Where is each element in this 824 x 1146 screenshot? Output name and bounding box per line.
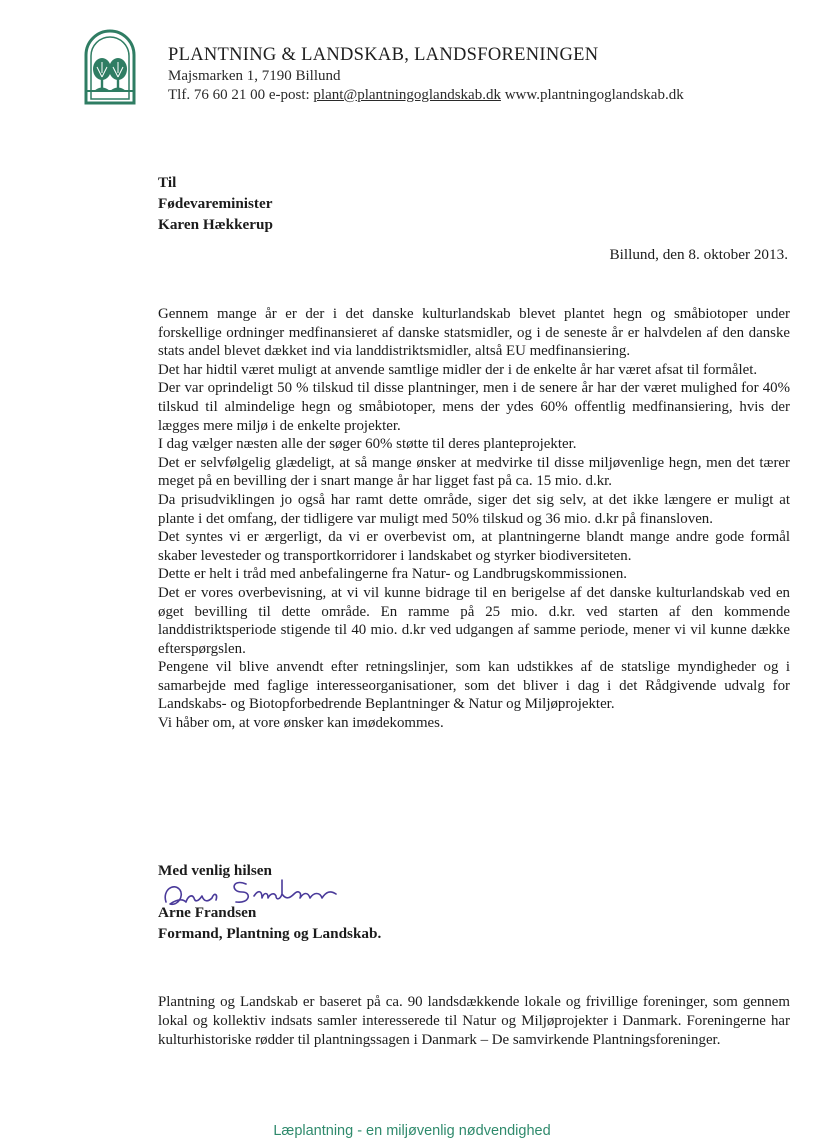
paragraph: Vi håber om, at vore ønsker kan imødekommes. <box>158 715 444 732</box>
paragraph: I dag vælger næsten alle der søger 60% støtte til deres planteprojekter. <box>158 436 577 453</box>
closing-greeting: Med venlig hilsen <box>158 862 272 879</box>
signer-name: Arne Frandsen <box>158 904 257 921</box>
paragraph: Dette er helt i tråd med anbefalingerne fra Natur- og Landbrugskommissionen. <box>158 566 628 583</box>
org-address: Majsmarken 1, 7190 Billund <box>168 68 341 85</box>
paragraph: Der var oprindeligt 50 % tilskud til disse plantninger, men i de senere år har der været mulighed for 40% tilskud til almindelige hegn og småbiotoper, mens der ydes 60% offentlig medfinansiering, hvis der lægges mere miljø i de enkelte projekter. <box>158 380 790 434</box>
letter-date: Billund, den 8. oktober 2013. <box>609 246 788 263</box>
association-note: Plantning og Landskab er baseret på ca. 90 landsdækkende lokale og frivillige foreninger, som gennem lokal og kollektiv indsats samler interesserede til Natur og Miljøprojekter i Danmark. Foreningerne har kulturhistoriske rødder til plantningssagen i Danmark – De samvirkende Plantningsforeninger. <box>158 994 790 1048</box>
paragraph: Pengene vil blive anvendt efter retningslinjer, som kan udstikkes af de statslige myndigheder og i samarbejde med faglige interesseorganisationer, som det bliver i dag i det Rådgivende udvalg for Landskabs- og Biotopforbedrende Beplantninger & Natur og Miljøprojekter. <box>158 659 790 713</box>
org-contact <box>168 86 684 105</box>
paragraph: Da prisudviklingen jo også har ramt dette område, siger det sig selv, at det ikke længere er muligt at plante i det omfang, der tidligere var muligt med 50% tilskud og 36 mio. d.kr på finansloven. <box>158 491 790 527</box>
paragraph: Det er selvfølgelig glædeligt, at så mange ønsker at medvirke til disse miljøvenlige hegn, men det tærer meget på en bevilling der i snart mange år har ligget fast på ca. 15 mio. d.kr. <box>158 454 790 490</box>
signer-title: Formand, Plantning og Landskab. <box>158 925 382 942</box>
paragraph: Det har hidtil været muligt at anvende samtlige midler der i de enkelte år har været afsat til formålet. <box>158 361 758 378</box>
org-name: PLANTNING & LANDSKAB, LANDSFORENINGEN <box>168 45 599 65</box>
recipient-line: Fødevareminister <box>158 195 273 212</box>
paragraph: Det syntes vi er ærgerligt, da vi er overbevist om, at plantningerne blandt mange andre gode formål skaber levesteder og transportkorridorer i landskabet og styrker biodiversiteten. <box>158 529 790 564</box>
paragraph: Gennem mange år er der i det danske kulturlandskab blevet plantet hegn og småbiotoper under forskellige ordninger medfinansieret af danske statsmidler, og i de seneste år er halvdelen af den danske stats andel blevet dækket ind via landdistriktsmidler, altså EU medfinansiering. <box>158 306 790 360</box>
recipient-line: Karen Hækkerup <box>158 216 273 233</box>
tree-logo-icon <box>82 29 138 107</box>
website-link[interactable]: www.plantningoglandskab.dk <box>504 86 684 103</box>
handwritten-signature <box>160 868 360 920</box>
footer-slogan: Læplantning - en miljøvenlig nødvendighed <box>273 1123 551 1139</box>
paragraph: Det er vores overbevisning, at vi vil kunne bidrage til en berigelse af det danske kulturlandskab ved en øget bevilling til dette område. En ramme på 25 mio. d.kr. ved starten af den kommende landdistriktsperiode stigende til 40 mio. d.kr ved udgangen af samme periode, mener vi vil kunne dække efterspørgslen. <box>158 584 790 657</box>
email-label: e-post: <box>268 86 310 103</box>
recipient-block <box>158 172 273 235</box>
email-link[interactable]: plant@plantningoglandskab.dk <box>313 86 501 103</box>
org-phone: Tlf. 76 60 21 00 <box>168 86 266 103</box>
recipient-line: Til <box>158 174 177 191</box>
letterhead <box>168 44 684 105</box>
letter-body <box>158 305 790 733</box>
